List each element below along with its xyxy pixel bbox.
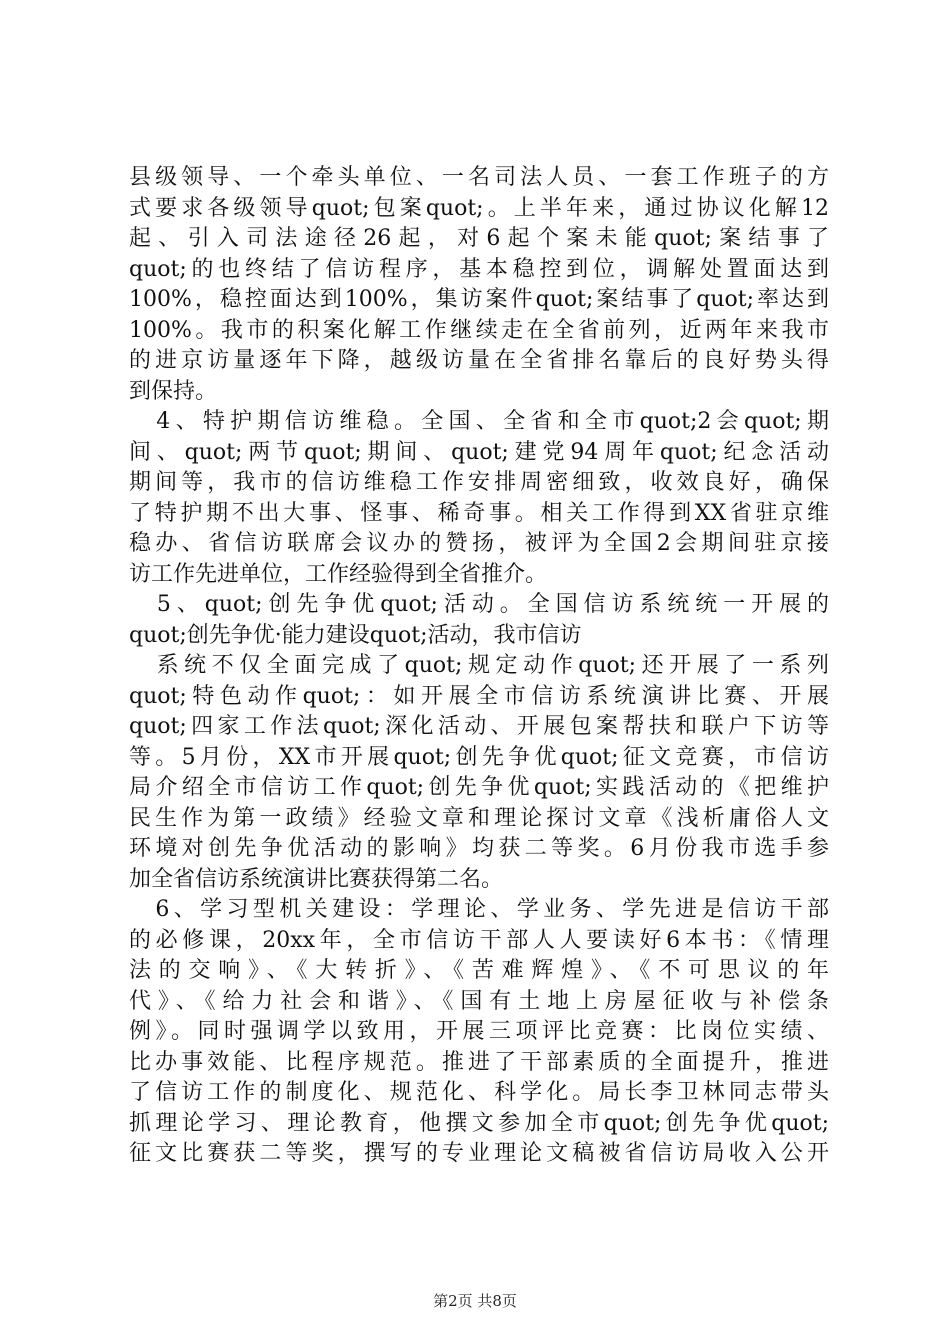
text-line: 的进京访量逐年下降，越级访量在全省排名靠后的良好势头得 — [129, 348, 829, 373]
text-line: 4、特护期信访维稳。全国、全省和全市quot;2会quot;期 — [129, 409, 829, 434]
text-line: quot;特色动作quot;：如开展全市信访系统演讲比赛、开展 — [129, 683, 829, 709]
text-line: 起、引入司法途径26起，对6起个案未能quot;案结事了 — [129, 226, 829, 251]
text-line: 征文比赛获二等奖，撰写的专业理论文稿被省信访局收入公开 — [129, 1141, 829, 1166]
page-footer: 第2页 共8页 — [433, 1292, 517, 1310]
text-line: 到保持。 — [129, 378, 218, 404]
text-line: quot;四家工作法quot;深化活动、开展包案帮扶和联户下访等 — [129, 714, 829, 739]
text-line: quot;的也终结了信访程序，基本稳控到位，调解处置面达到 — [129, 256, 829, 282]
text-line: 民生作为第一政绩》经验文章和理论探讨文章《浅析庸俗人文 — [129, 805, 829, 831]
text-line: 例》。同时强调学以致用，开展三项评比竞赛：比岗位实绩、 — [129, 1019, 829, 1044]
document-body — [129, 163, 829, 1170]
text-line: 比办事效能、比程序规范。推进了干部素质的全面提升，推进 — [129, 1049, 829, 1075]
text-line: 的必修课，20xx年，全市信访干部人人要读好6本书：《情理 — [129, 927, 829, 953]
text-line: 5、quot;创先争优quot;活动。全国信访系统统一开展的 — [129, 592, 829, 617]
text-line: 间、quot;两节quot;期间、quot;建党94周年quot;纪念活动 — [129, 439, 829, 465]
text-line: 等。5月份，XX市开展quot;创先争优quot;征文竞赛，市信访 — [129, 744, 829, 770]
text-line: 100%，稳控面达到100%，集访案件quot;案结事了quot;率达到 — [129, 287, 829, 312]
text-line: 了信访工作的制度化、规范化、科学化。局长李卫林同志带头 — [129, 1080, 829, 1105]
text-line: 系统不仅全面完成了quot;规定动作quot;还开展了一系列 — [129, 653, 829, 678]
text-line: 县级领导、一个牵头单位、一名司法人员、一套工作班子的方 — [129, 165, 829, 190]
text-line: 式要求各级领导quot;包案quot;。上半年来，通过协议化解12 — [129, 195, 829, 221]
text-line: 6、学习型机关建设：学理论、学业务、学先进是信访干部 — [129, 897, 829, 922]
text-line: 抓理论学习、理论教育，他撰文参加全市quot;创先争优quot; — [129, 1110, 829, 1136]
text-line: 期间等，我市的信访维稳工作安排周密细致，收效良好，确保 — [129, 470, 829, 495]
text-line: 100%。我市的积案化解工作继续走在全省前列，近两年来我市 — [129, 317, 829, 343]
text-line: 环境对创先争优活动的影响》均获二等奖。6月份我市选手参 — [129, 836, 829, 861]
text-line: quot;创先争优·能力建设quot;活动，我市信访 — [129, 622, 582, 648]
text-line: 代》、《给力社会和谐》、《国有土地上房屋征收与补偿条 — [129, 988, 829, 1014]
text-line: 加全省信访系统演讲比赛获得第二名。 — [129, 866, 504, 892]
text-line: 稳办、省信访联席会议办的赞扬，被评为全国2会期间驻京接 — [129, 531, 829, 556]
text-line: 了特护期不出大事、怪事、稀奇事。相关工作得到XX省驻京维 — [129, 500, 829, 526]
text-line: 访工作先进单位，工作经验得到全省推介。 — [129, 561, 548, 587]
text-line: 局介绍全市信访工作quot;创先争优quot;实践活动的《把维护 — [129, 775, 829, 800]
text-line: 法的交响》、《大转折》、《苦难辉煌》、《不可思议的年 — [129, 958, 829, 983]
